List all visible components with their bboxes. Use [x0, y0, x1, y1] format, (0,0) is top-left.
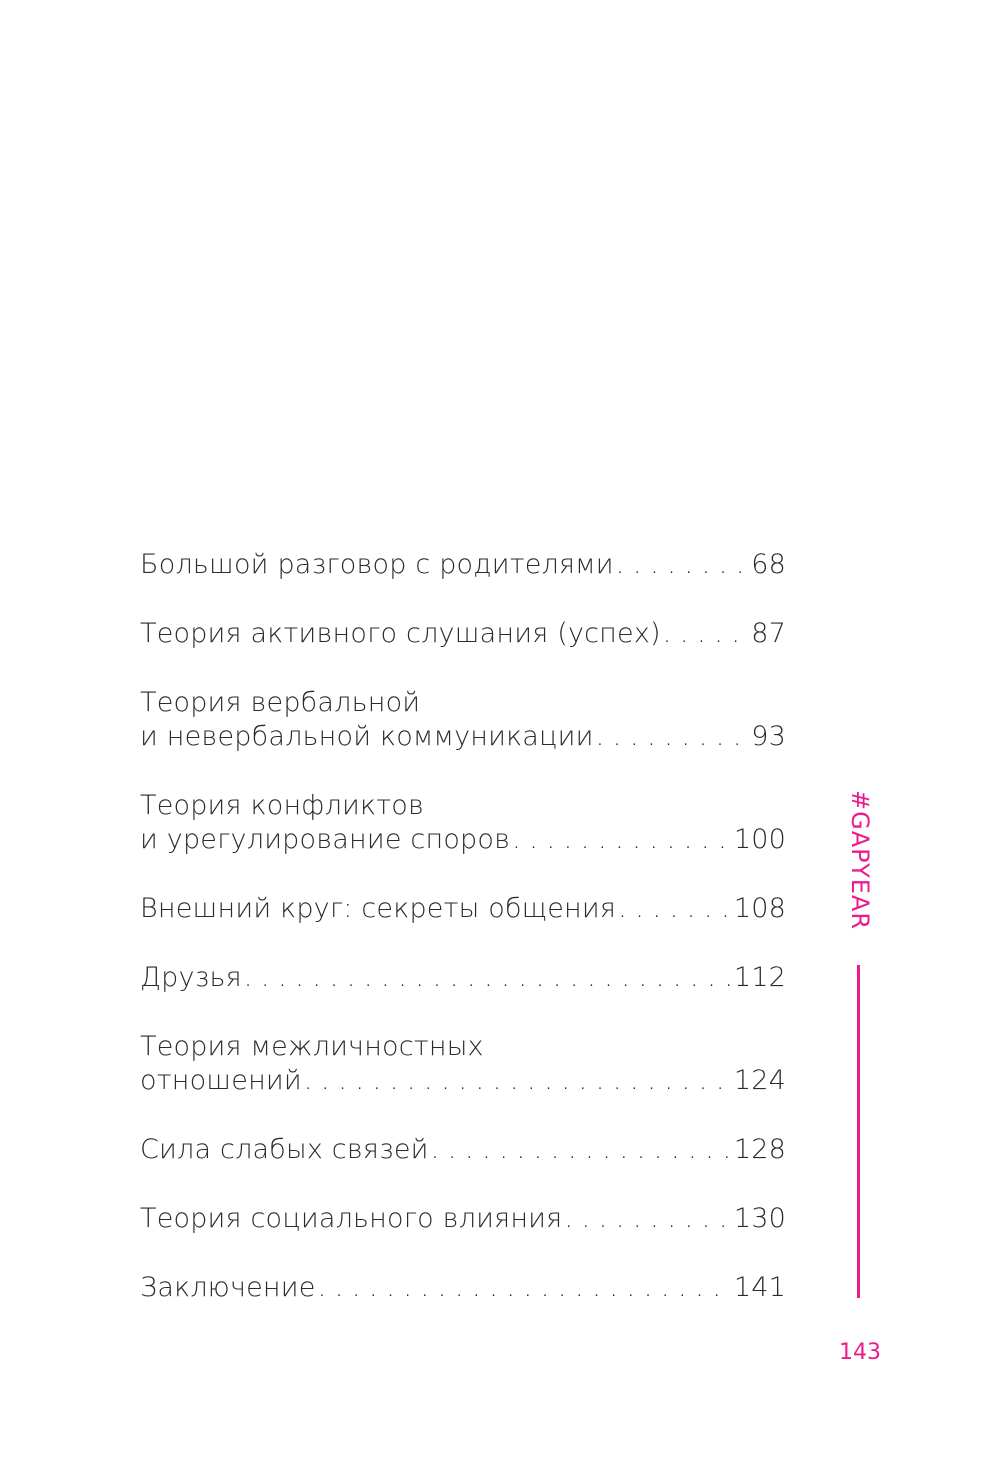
toc-entry-page: 68 — [751, 549, 786, 580]
toc-entry-page: 100 — [733, 824, 786, 855]
toc-entry[interactable] — [140, 892, 786, 926]
toc-entry-title-continued: и урегулирование споров — [140, 824, 511, 855]
toc-entry-title: Теория вербальной — [140, 687, 421, 718]
toc-entry-title: Заключение — [140, 1272, 316, 1303]
toc-leader-dots — [512, 823, 730, 857]
toc-leader-dots — [318, 1271, 730, 1305]
toc-leader-dots — [304, 1064, 730, 1098]
toc-entry[interactable] — [140, 1133, 786, 1167]
toc-entry-page: 112 — [733, 962, 786, 993]
toc-leader-dots — [616, 548, 747, 582]
toc-leader-dots — [596, 720, 748, 754]
toc-entry-title-continued: и невербальной коммуникации — [140, 721, 594, 752]
toc-leader-dots — [244, 961, 730, 995]
toc-entry-title: Теория социального влияния — [140, 1203, 563, 1234]
toc-entry-page: 87 — [751, 618, 786, 649]
toc-entry[interactable] — [140, 1271, 786, 1305]
accent-vertical-rule — [857, 965, 860, 1298]
toc-entry-title: Друзья — [140, 962, 242, 993]
toc-entry-page: 93 — [751, 721, 786, 752]
toc-entry-title: Сила слабых связей — [140, 1134, 429, 1165]
toc-entry-title: Теория межличностных — [140, 1031, 484, 1062]
toc-entry-title: Внешний круг: секреты общения — [140, 893, 617, 924]
toc-entry[interactable] — [140, 1030, 786, 1098]
toc-entry-page: 141 — [733, 1272, 786, 1303]
toc-entry[interactable] — [140, 548, 786, 582]
toc-entry[interactable] — [140, 789, 786, 857]
toc-entry-page: 130 — [733, 1203, 786, 1234]
toc-entry-page: 108 — [733, 893, 786, 924]
toc-leader-dots — [663, 617, 747, 651]
toc-entry[interactable] — [140, 961, 786, 995]
toc-entry-page: 124 — [733, 1065, 786, 1096]
toc-entry-page: 128 — [733, 1134, 786, 1165]
page-number: 143 — [839, 1340, 881, 1365]
toc-entry[interactable] — [140, 1202, 786, 1236]
toc-entry-title: Большой разговор с родителями — [140, 549, 614, 580]
toc-leader-dots — [618, 892, 730, 926]
toc-leader-dots — [564, 1202, 730, 1236]
section-side-label: #GAPYEAR — [846, 790, 874, 930]
toc-entry-title: Теория активного слушания (успех) — [140, 618, 661, 649]
toc-entry[interactable] — [140, 686, 786, 754]
toc-entry-title-continued: отношений — [140, 1065, 302, 1096]
toc-entry[interactable] — [140, 617, 786, 651]
toc-entry-title: Теория конфликтов — [140, 790, 425, 821]
toc-leader-dots — [431, 1133, 730, 1167]
